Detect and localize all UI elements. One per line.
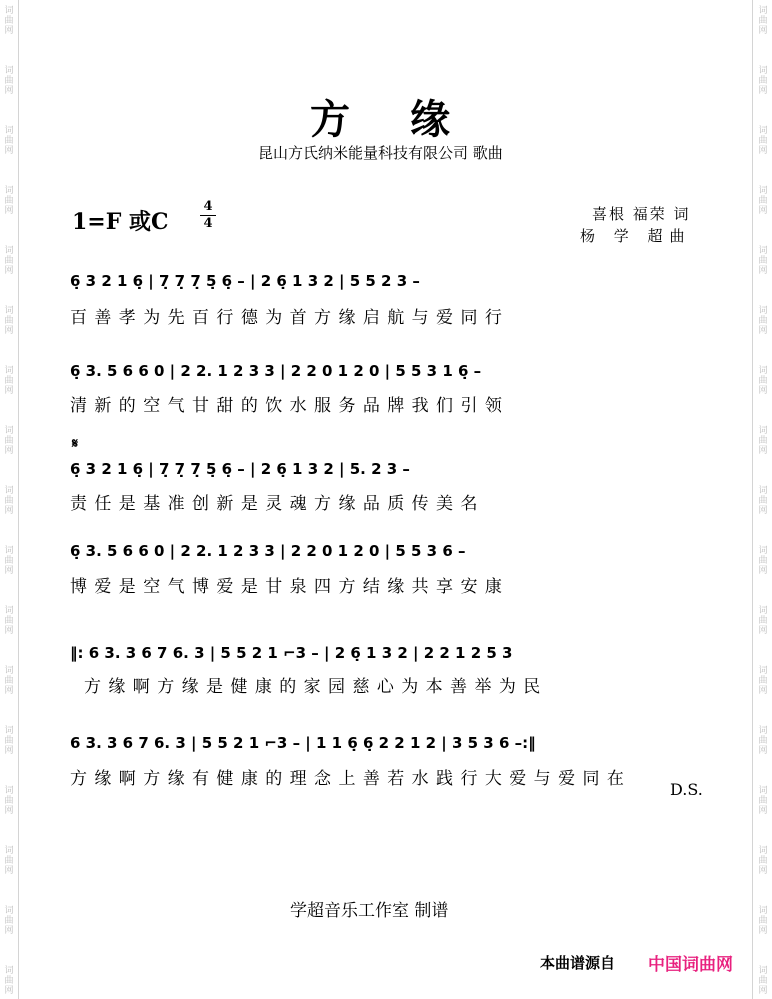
watermark-text: 词 曲 网 [758, 186, 768, 216]
notation-line-5: ‖: 6 3. 3 6 7 6. 3 | 5 5 2 1 ⌐3 – | 2 6̣ 1 3 2 | 2 2 1 2 5 3 [70, 644, 513, 662]
source-label: 本曲谱源自 [540, 954, 616, 972]
watermark-text: 词 曲 网 [758, 366, 768, 396]
watermark-strip-right [755, 0, 771, 999]
watermark-text: 词 曲 网 [4, 966, 14, 996]
segno-sign: 𝄋 [72, 436, 79, 452]
watermark-text: 词 曲 网 [4, 246, 14, 276]
watermark-text: 词 曲 网 [4, 786, 14, 816]
notation-line-3: 6̣ 3 2 1 6̣ | 7̣ 7̣ 7̣ 5̣ 6̣ – | 2 6̣ 1 3 2 | 5. 2 3 – [70, 460, 410, 478]
meter-bottom: 4 [203, 216, 213, 231]
watermark-text: 词 曲 网 [4, 486, 14, 516]
watermark-text: 词 曲 网 [758, 546, 768, 576]
dal-segno-mark: D.S. [670, 780, 703, 799]
watermark-text: 词 曲 网 [758, 606, 768, 636]
watermark-text: 词 曲 网 [758, 726, 768, 756]
watermark-text: 词 曲 网 [4, 426, 14, 456]
watermark-text: 词 曲 网 [758, 66, 768, 96]
watermark-text: 词 曲 网 [4, 666, 14, 696]
lyric-line-6: 方 缘 啊 方 缘 有 健 康 的 理 念 上 善 若 水 践 行 大 爱 与 爱 同 在 [70, 769, 625, 789]
watermark-text: 词 曲 网 [758, 426, 768, 456]
watermark-text: 词 曲 网 [4, 306, 14, 336]
watermark-text: 词 曲 网 [758, 666, 768, 696]
watermark-text: 词 曲 网 [758, 846, 768, 876]
watermark-text: 词 曲 网 [758, 6, 768, 36]
watermark-text: 词 曲 网 [758, 786, 768, 816]
lyric-line-4: 博 爱 是 空 气 博 爱 是 甘 泉 四 方 结 缘 共 享 安 康 [70, 577, 503, 597]
lyric-line-2: 清 新 的 空 气 甘 甜 的 饮 水 服 务 品 牌 我 们 引 领 [70, 396, 503, 416]
frame-line-right [752, 0, 753, 999]
watermark-text: 词 曲 网 [4, 366, 14, 396]
notation-line-6: 6 3. 3 6 7 6. 3 | 5 5 2 1 ⌐3 – | 1 1 6̣ 6̣ 2 2 1 2 | 3 5 3 6 –:‖ [70, 734, 536, 752]
watermark-text: 词 曲 网 [758, 246, 768, 276]
lyricist-credit: 喜根 福荣 词 [592, 205, 691, 223]
key-signature: 1=F 或C [72, 209, 169, 235]
watermark-text: 词 曲 网 [4, 126, 14, 156]
watermark-text: 词 曲 网 [4, 606, 14, 636]
watermark-text: 词 曲 网 [758, 486, 768, 516]
watermark-text: 词 曲 网 [4, 846, 14, 876]
meter-top: 4 [203, 199, 213, 214]
notation-line-4: 6̣ 3. 5 6 6 0 | 2 2. 1 2 3 3 | 2 2 0 1 2 0 | 5 5 3 6 – [70, 542, 466, 560]
lyric-line-5: 方 缘 啊 方 缘 是 健 康 的 家 园 慈 心 为 本 善 举 为 民 [84, 677, 542, 697]
lyric-line-3: 责 任 是 基 准 创 新 是 灵 魂 方 缘 品 质 传 美 名 [70, 494, 479, 514]
notation-line-1: 6̣ 3 2 1 6̣ | 7̣ 7̣ 7̣ 5̣ 6̣ – | 2 6̣ 1 3 2 | 5 5 2 3 – [70, 272, 420, 290]
watermark-text: 词 曲 网 [758, 966, 768, 996]
watermark-text: 词 曲 网 [4, 6, 14, 36]
transcriber-credit: 学超音乐工作室 制谱 [290, 901, 449, 921]
watermark-text: 词 曲 网 [758, 906, 768, 936]
composer-credit: 杨 学 超曲 [580, 227, 692, 245]
song-title: 方缘 [310, 96, 510, 143]
watermark-text: 词 曲 网 [4, 726, 14, 756]
watermark-strip-left [1, 0, 17, 999]
frame-line-left [18, 0, 19, 999]
watermark-text: 词 曲 网 [758, 306, 768, 336]
watermark-text: 词 曲 网 [4, 546, 14, 576]
watermark-text: 词 曲 网 [4, 906, 14, 936]
watermark-text: 词 曲 网 [4, 186, 14, 216]
notation-line-2: 6̣ 3. 5 6 6 0 | 2 2. 1 2 3 3 | 2 2 0 1 2 0 | 5 5 3 1 6̣ – [70, 362, 482, 380]
song-subtitle: 昆山方氏纳米能量科技有限公司 歌曲 [258, 144, 503, 162]
watermark-text: 词 曲 网 [758, 126, 768, 156]
time-signature [200, 200, 216, 231]
watermark-text: 词 曲 网 [4, 66, 14, 96]
source-site-link[interactable]: 中国词曲网 [648, 955, 733, 975]
lyric-line-1: 百 善 孝 为 先 百 行 德 为 首 方 缘 启 航 与 爱 同 行 [70, 308, 503, 328]
